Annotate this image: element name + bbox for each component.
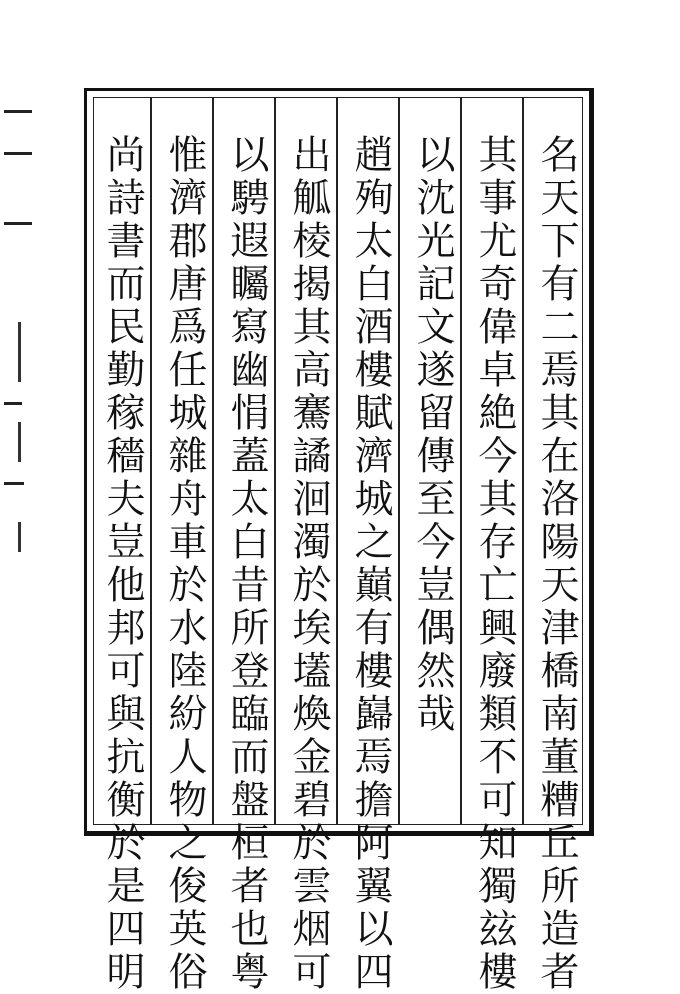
text-column-1: 名天下有二焉其在洛陽天津橋南董糟丘所造者 bbox=[534, 134, 579, 994]
column-rule bbox=[398, 98, 400, 824]
column-rule bbox=[274, 98, 276, 824]
text-column-2: 其事尤奇偉卓絶今其存亡興廢類不可知獨玆樓 bbox=[472, 134, 517, 994]
binding-edge bbox=[0, 92, 40, 832]
column-rule bbox=[336, 98, 338, 824]
column-rule bbox=[522, 98, 524, 824]
text-column-8: 尚詩書而民勤稼穡夫豈他邦可與抗衡於是四明 bbox=[100, 134, 145, 994]
column-rule bbox=[212, 98, 214, 824]
text-column-6: 以騁遐矚寫幽悁蓋太白昔所登臨而盤桓者也粤 bbox=[224, 134, 269, 994]
text-column-5: 出觚棱揭其高騫譎洄濁於埃壒煥金碧於雲烟可 bbox=[286, 134, 331, 994]
text-frame-inner bbox=[93, 97, 583, 994]
column-rule bbox=[150, 98, 152, 824]
text-column-3: 以沈光記文遂留傳至今豈偶然哉 bbox=[410, 134, 455, 736]
text-column-4: 趙殉太白酒樓賦濟城之巔有樓巋焉擔阿翼以四 bbox=[348, 134, 393, 994]
text-frame bbox=[84, 88, 594, 994]
column-rule bbox=[460, 98, 462, 824]
text-column-7: 惟濟郡唐爲任城雜舟車於水陸紛人物之俊英俗 bbox=[162, 134, 207, 994]
